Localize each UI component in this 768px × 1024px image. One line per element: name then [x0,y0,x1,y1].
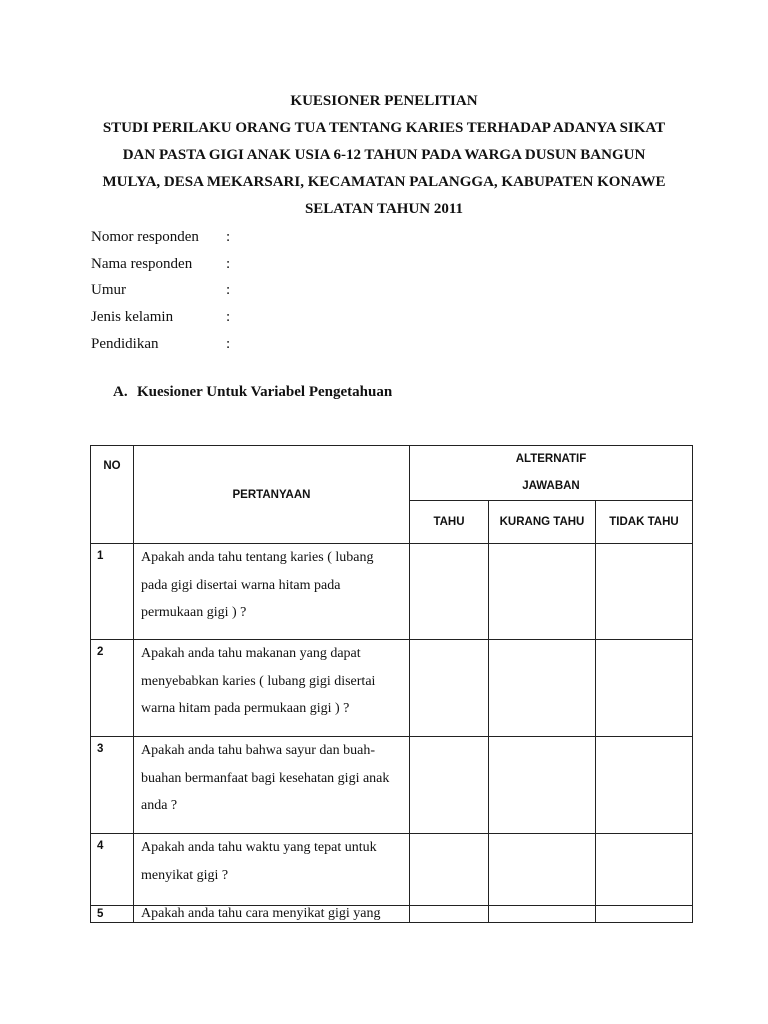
row-number: 5 [91,906,134,923]
answer-cell-tidak-tahu[interactable] [596,544,693,640]
questionnaire-table [90,445,693,923]
row-question: Apakah anda tahu bahwa sayur dan buah-buahan bermanfaat bagi kesehatan gigi anak anda ? [134,737,410,834]
title-line-1: KUESIONER PENELITIAN [290,93,478,109]
answer-cell-kurang-tahu[interactable] [489,640,596,737]
answer-cell-tidak-tahu[interactable] [596,906,693,923]
table-row [91,906,693,923]
row-question: Apakah anda tahu tentang karies ( lubang pada gigi disertai warna hitam pada permukaan gigi ) ? [134,544,410,640]
row-number: 2 [91,640,134,737]
title-line-3: DAN PASTA GIGI ANAK USIA 6-12 TAHUN PADA WARGA DUSUN BANGUN [122,147,646,163]
title-line-5: SELATAN TAHUN 2011 [304,201,464,217]
field-colon: : [226,335,231,352]
answer-cell-kurang-tahu[interactable] [489,544,596,640]
row-number: 1 [91,544,134,640]
row-question: Apakah anda tahu waktu yang tepat untuk menyikat gigi ? [134,834,410,906]
document-title [0,88,768,223]
header-alt-line2: JAWABAN [522,480,580,492]
row-number: 3 [91,737,134,834]
row-question: Apakah anda tahu cara menyikat gigi yang [134,906,410,923]
field-colon: : [226,309,231,326]
table-row [91,544,693,640]
field-label: Nomor responden [91,229,199,245]
header-no: NO [91,446,134,544]
section-title: Kuesioner Untuk Variabel Pengetahuan [137,384,393,400]
header-alt-line1: ALTERNATIF [515,453,587,465]
answer-cell-tidak-tahu[interactable] [596,834,693,906]
option-tahu: TAHU [410,501,489,544]
header-alternatives [410,446,693,501]
field-colon: : [226,282,231,299]
field-colon: : [226,255,231,272]
field-label: Jenis kelamin [91,309,174,326]
answer-cell-kurang-tahu[interactable] [489,906,596,923]
table-header-row [91,446,693,501]
section-heading [113,384,392,401]
table-row [91,834,693,906]
table-row [91,737,693,834]
answer-cell-tahu[interactable] [410,906,489,923]
answer-cell-tahu[interactable] [410,834,489,906]
header-question: PERTANYAAN [134,446,410,544]
answer-cell-tidak-tahu[interactable] [596,640,693,737]
answer-cell-tahu[interactable] [410,737,489,834]
row-question: Apakah anda tahu makanan yang dapat menyebabkan karies ( lubang gigi disertai warna hitam pada permukaan gigi ) ? [134,640,410,737]
title-line-4: MULYA, DESA MEKARSARI, KECAMATAN PALANGGA, KABUPATEN KONAWE [102,174,666,190]
section-letter: A. [113,384,128,400]
option-tidak-tahu: TIDAK TAHU [596,501,693,544]
answer-cell-tahu[interactable] [410,544,489,640]
title-line-2: STUDI PERILAKU ORANG TUA TENTANG KARIES TERHADAP ADANYA SIKAT [102,120,666,136]
table-row [91,640,693,737]
field-label: Pendidikan [91,335,159,352]
option-kurang-tahu: KURANG TAHU [489,501,596,544]
answer-cell-tahu[interactable] [410,640,489,737]
field-label: Umur [91,282,126,299]
answer-cell-kurang-tahu[interactable] [489,737,596,834]
answer-cell-kurang-tahu[interactable] [489,834,596,906]
field-colon: : [226,229,231,245]
field-label: Nama responden [91,255,193,272]
answer-cell-tidak-tahu[interactable] [596,737,693,834]
row-number: 4 [91,834,134,906]
